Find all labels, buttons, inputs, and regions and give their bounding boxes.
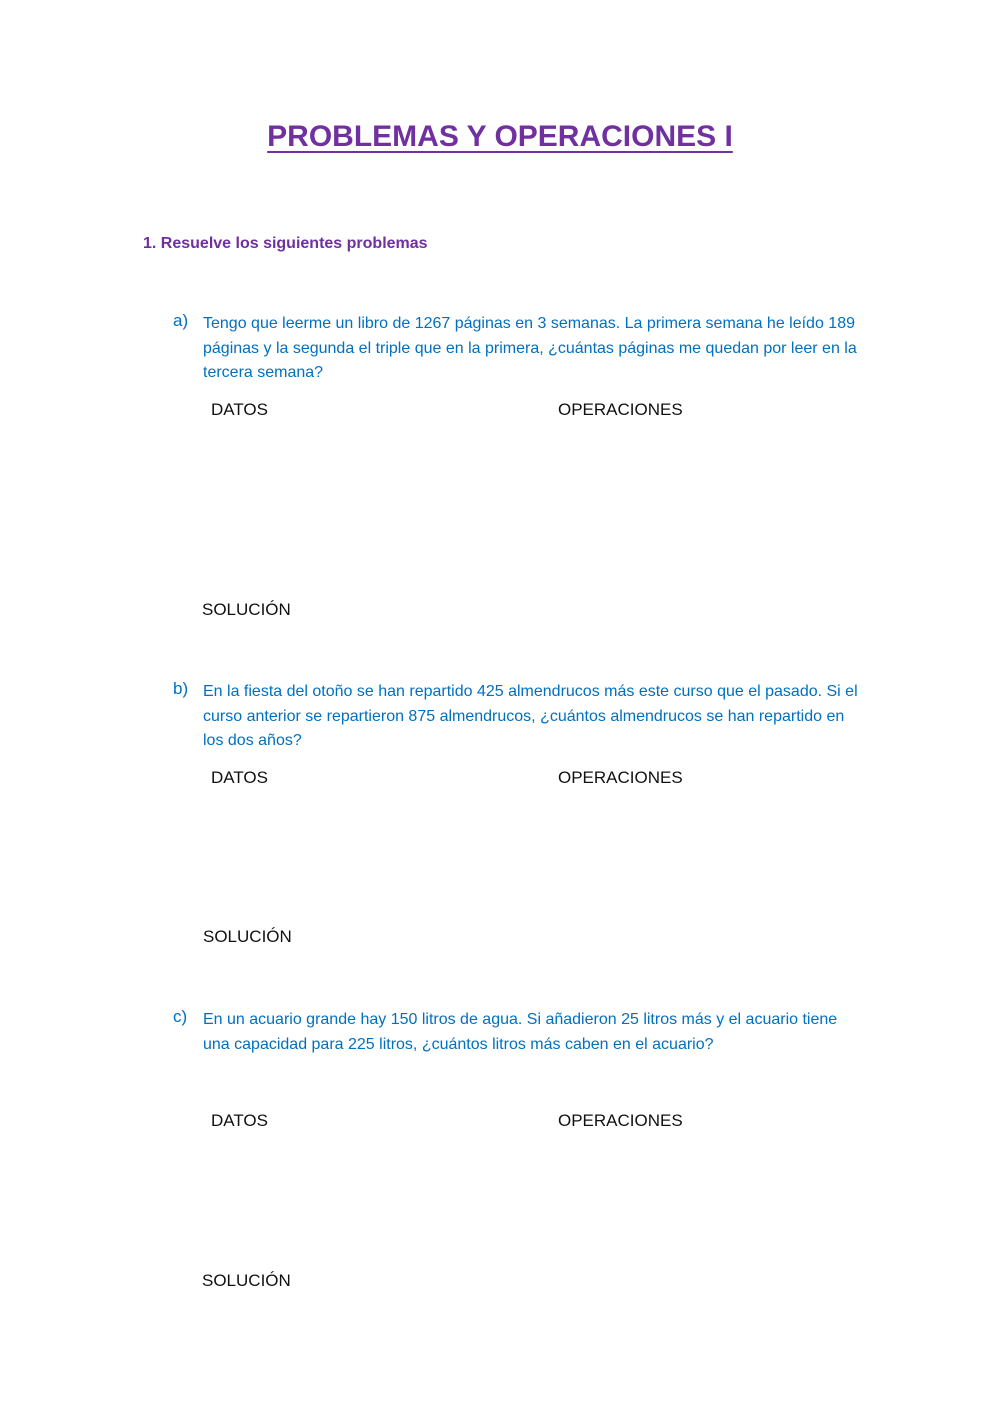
operaciones-label: OPERACIONES xyxy=(558,1111,683,1130)
problem-text: En la fiesta del otoño se han repartido 425 almendrucos más este curso que el pasado. Si el curso anterior se repartieron 875 almendrucos, ¿cuántos almendrucos se han repartido en los dos años? xyxy=(203,683,858,749)
instruction-heading: 1. Resuelve los siguientes problemas xyxy=(143,235,428,252)
solucion-label: SOLUCIÓN xyxy=(202,600,291,619)
problem-text: En un acuario grande hay 150 litros de agua. Si añadieron 25 litros más y el acuario tiene una capacidad para 225 litros, ¿cuántos litros más caben en el acuario? xyxy=(203,1011,838,1053)
page-title: PROBLEMAS Y OPERACIONES I xyxy=(267,120,733,153)
solucion-label: SOLUCIÓN xyxy=(202,1271,291,1290)
problem-text: Tengo que leerme un libro de 1267 páginas en 3 semanas. La primera semana he leído 189 páginas y la segunda el triple que en la primera, ¿cuántas páginas me quedan por leer en la tercera semana? xyxy=(203,315,857,381)
datos-label: DATOS xyxy=(211,400,268,419)
operaciones-label: OPERACIONES xyxy=(558,768,683,787)
datos-label: DATOS xyxy=(211,768,268,787)
problem-letter: a) xyxy=(173,311,189,330)
solucion-label: SOLUCIÓN xyxy=(203,927,292,946)
operaciones-label: OPERACIONES xyxy=(558,400,683,419)
datos-label: DATOS xyxy=(211,1111,268,1130)
problem-letter: b) xyxy=(173,679,189,698)
problem-letter: c) xyxy=(173,1007,188,1026)
